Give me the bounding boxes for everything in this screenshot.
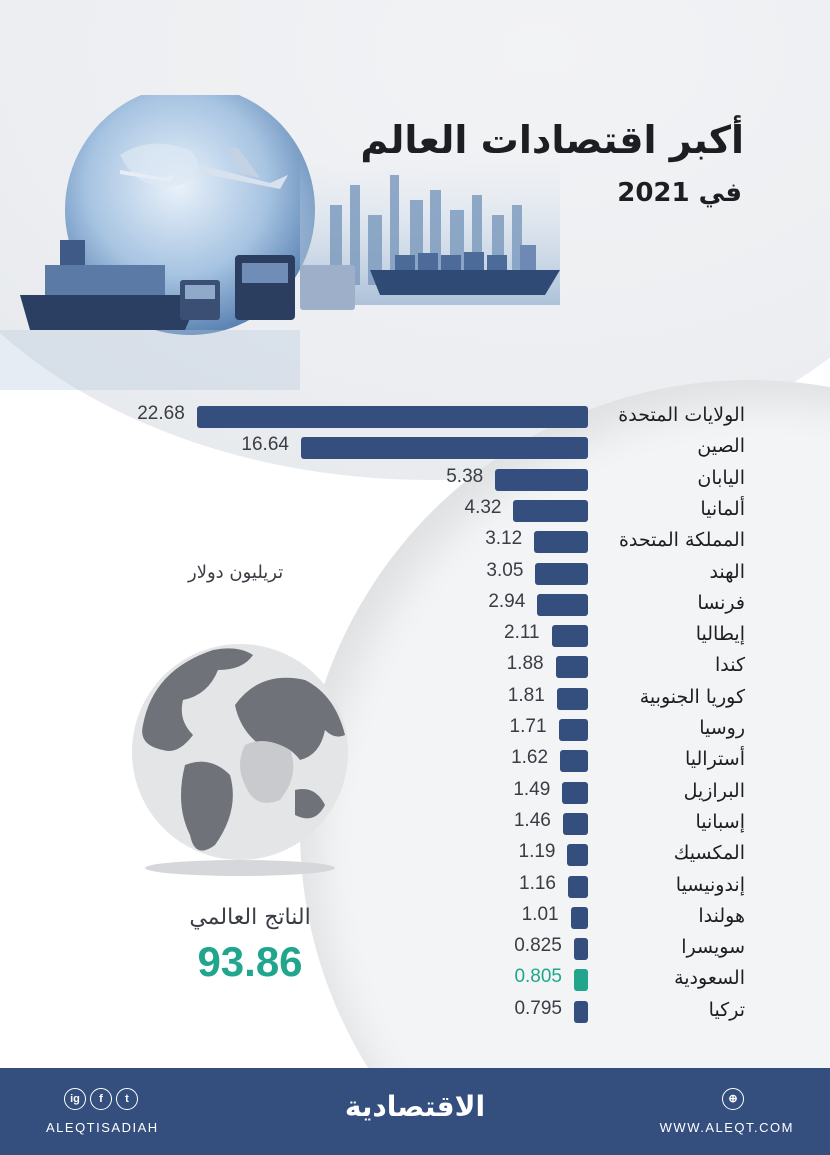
- category-label: المملكة المتحدة: [618, 529, 745, 552]
- bar-value-label: 22.68: [137, 403, 185, 424]
- bar-value-label: 2.94: [488, 590, 526, 612]
- bar: [535, 563, 588, 585]
- bar-value-label: 4.32: [464, 496, 502, 518]
- bar: [568, 876, 588, 898]
- category-label: روسيا: [699, 717, 745, 739]
- unit-label: تريليون دولار: [188, 562, 284, 583]
- world-gdp-value: 93.86: [197, 938, 303, 985]
- bar: [574, 969, 588, 991]
- bar-value-label: 0.805: [514, 966, 562, 988]
- category-label: هولندا: [698, 904, 745, 927]
- bar: [574, 938, 588, 960]
- bar: [534, 531, 588, 553]
- category-label: الهند: [709, 560, 745, 583]
- category-label: البرازيل: [683, 779, 745, 802]
- bar-value-label: 0.795: [514, 997, 562, 1019]
- category-label: المكسيك: [673, 842, 745, 865]
- category-label: إندونيسيا: [675, 873, 745, 896]
- bar: [562, 782, 588, 804]
- category-label: اليابان: [697, 466, 745, 489]
- brand-logo: الاقتصادية: [344, 1090, 486, 1123]
- bar-value-label: 2.11: [504, 622, 540, 644]
- social-handle[interactable]: ALEQTISADIAH: [46, 1120, 159, 1135]
- world-gdp-label: الناتج العالمي: [189, 905, 311, 930]
- category-label: الولايات المتحدة: [618, 404, 745, 426]
- category-label: إسبانيا: [695, 810, 745, 833]
- bar: [197, 406, 588, 428]
- category-label: أستراليا: [684, 748, 745, 771]
- bar: [559, 719, 588, 741]
- bar: [513, 500, 588, 522]
- bar-value-label: 1.19: [518, 841, 556, 863]
- bar-value-label: 1.16: [519, 872, 556, 894]
- category-label: كوريا الجنوبية: [639, 685, 745, 708]
- category-label: فرنسا: [697, 591, 745, 614]
- footer-bar: [0, 1068, 830, 1155]
- bar: [557, 688, 588, 710]
- instagram-icon[interactable]: ig: [64, 1088, 86, 1110]
- bar: [301, 437, 588, 459]
- bar: [567, 844, 588, 866]
- bar-value-label: 16.64: [241, 434, 289, 456]
- category-label: السعودية: [674, 967, 745, 990]
- facebook-icon[interactable]: f: [90, 1088, 112, 1110]
- bar-value-label: 1.71: [509, 716, 547, 737]
- bar: [556, 656, 588, 678]
- category-label: سويسرا: [681, 936, 745, 959]
- bar: [537, 594, 588, 616]
- bar-value-label: 1.62: [511, 747, 549, 769]
- website-link[interactable]: WWW.ALEQT.COM: [659, 1120, 794, 1135]
- bar-value-label: 3.12: [485, 528, 523, 550]
- bar-value-label: 5.38: [446, 465, 484, 487]
- bar-value-label: 1.46: [513, 809, 551, 831]
- page-subtitle: في 2021: [617, 178, 742, 208]
- category-label: إيطاليا: [695, 623, 745, 646]
- bar-value-label: 1.88: [506, 653, 544, 675]
- page-title: أكبر اقتصادات العالم: [360, 118, 744, 162]
- globe-web-icon[interactable]: ⊕: [722, 1088, 744, 1110]
- bar-value-label: 1.01: [521, 903, 559, 925]
- gdp-bar-chart: [0, 400, 830, 1040]
- category-label: ألمانيا: [700, 497, 745, 520]
- bar-value-label: 1.49: [513, 778, 551, 800]
- bar: [495, 469, 588, 491]
- bar: [574, 1001, 588, 1023]
- bar: [552, 625, 588, 647]
- bar-value-label: 0.825: [514, 935, 562, 957]
- bar-value-label: 1.81: [507, 684, 545, 706]
- bar: [560, 750, 588, 772]
- bar-value-label: 3.05: [486, 559, 524, 581]
- bar: [571, 907, 588, 929]
- twitter-icon[interactable]: t: [116, 1088, 138, 1110]
- category-label: تركيا: [708, 998, 745, 1021]
- category-label: كندا: [714, 654, 745, 677]
- bar: [563, 813, 588, 835]
- category-label: الصين: [697, 435, 745, 458]
